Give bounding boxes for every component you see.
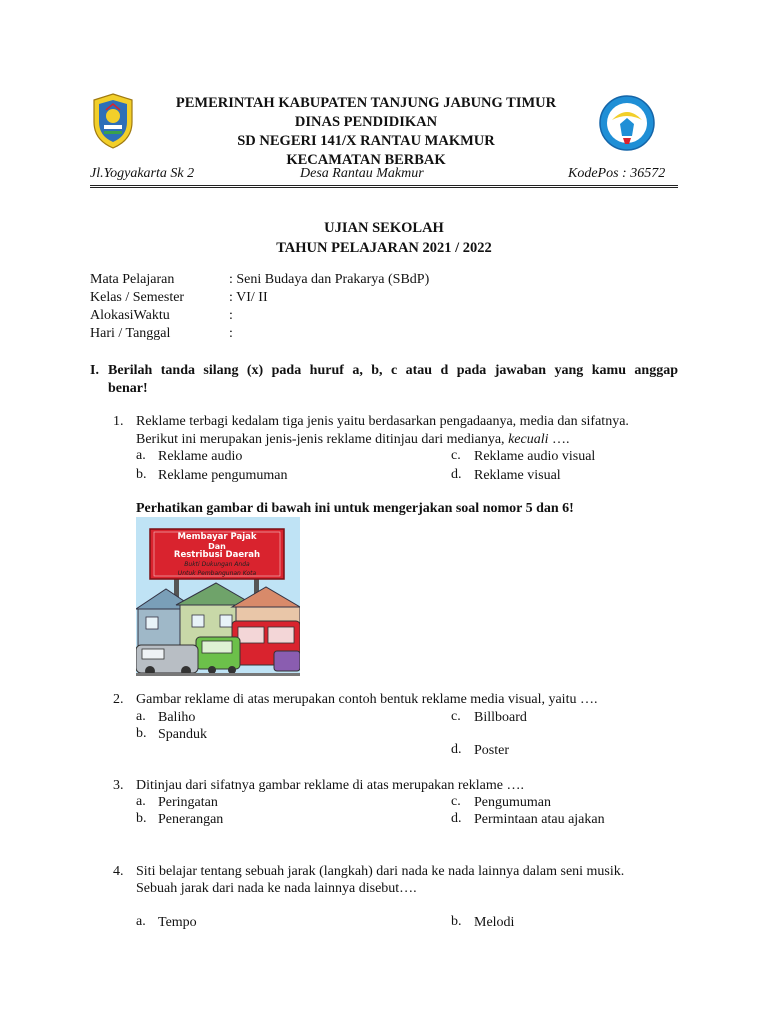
question-number: 4. (113, 864, 124, 879)
option-text: Poster (474, 743, 509, 758)
option-letter: c. (451, 448, 461, 463)
info-label: Kelas / Semester (90, 290, 185, 305)
option-text: Reklame pengumuman (158, 468, 288, 483)
exam-year: TAHUN PELAJARAN 2021 / 2022 (276, 240, 492, 256)
billboard-line: Restribusi Daerah (173, 550, 261, 560)
question-text: Sebuah jarak dari nada ke nada lainnya disebut…. (136, 881, 417, 896)
option-letter: b. (136, 467, 147, 482)
info-label: Mata Pelajaran (90, 272, 175, 287)
option-letter: d. (451, 811, 462, 826)
option-letter: c. (451, 709, 461, 724)
billboard-line: Untuk Pembangunan Kota (177, 570, 257, 577)
info-value: : (229, 308, 233, 323)
header-line: DINAS PENDIDIKAN (294, 114, 438, 130)
option-letter: b. (136, 811, 147, 826)
address-street: Jl.Yogyakarta Sk 2 (90, 166, 195, 181)
billboard-illustration (136, 517, 300, 676)
info-label: AlokasiWaktu (90, 308, 170, 323)
header-line: SD NEGERI 141/X RANTAU MAKMUR (237, 133, 495, 149)
option-text: Tempo (158, 915, 197, 930)
address-postcode: KodePos : 36572 (568, 166, 666, 181)
option-letter: b. (136, 726, 147, 741)
option-text: Pengumuman (474, 795, 551, 810)
billboard-text (150, 533, 284, 578)
option-letter: a. (136, 448, 146, 463)
billboard-line: Dan (208, 542, 226, 551)
question-text: Reklame terbagi kedalam tiga jenis yaitu berdasarkan pengadaanya, media dan sifatnya. (136, 414, 629, 429)
option-text: Billboard (474, 710, 527, 725)
option-text: Peringatan (158, 795, 218, 810)
option-text: Permintaan atau ajakan (474, 812, 605, 827)
question-text: Gambar reklame di atas merupakan contoh bentuk reklame media visual, yaitu …. (136, 692, 598, 707)
info-value: : Seni Budaya dan Prakarya (SBdP) (229, 272, 430, 287)
question-number: 3. (113, 778, 124, 793)
question-text: Siti belajar tentang sebuah jarak (langkah) dari nada ke nada lainnya dalam seni musik. (136, 864, 625, 879)
option-text: Baliho (158, 710, 196, 725)
billboard-line: Membayar Pajak (177, 532, 257, 542)
option-letter: d. (451, 742, 462, 757)
address-village: Desa Rantau Makmur (300, 166, 424, 181)
option-text: Reklame audio (158, 449, 243, 464)
question-emphasis: kecuali (508, 432, 549, 447)
section-number: I. (90, 363, 99, 378)
header-rule (90, 187, 678, 188)
option-letter: c. (451, 794, 461, 809)
exam-title-block (0, 220, 768, 257)
option-text: Reklame audio visual (474, 449, 596, 464)
option-text: Penerangan (158, 812, 224, 827)
question-text (136, 431, 569, 449)
option-text: Melodi (474, 915, 515, 930)
billboard-line: Bukti Dukungan Anda (184, 561, 250, 568)
exam-title: UJIAN SEKOLAH (324, 220, 444, 236)
question-text: Ditinjau dari sifatnya gambar reklame di atas merupakan reklame …. (136, 778, 524, 793)
info-value: : VI/ II (229, 290, 268, 305)
header-line: KECAMATAN BERBAK (286, 152, 446, 168)
section-instruction-line: Berilah tanda silang (x) pada huruf a, b, c atau d pada jawaban yang kamu anggap (108, 363, 678, 378)
question-number: 2. (113, 692, 124, 707)
option-letter: b. (451, 914, 462, 929)
question-text-part: Berikut ini merupakan jenis-jenis reklame ditinjau dari medianya, (136, 432, 509, 447)
picture-notice: Perhatikan gambar di bawah ini untuk mengerjakan soal nomor 5 dan 6! (136, 501, 574, 516)
header-rule (90, 185, 678, 186)
option-letter: a. (136, 914, 146, 929)
question-number: 1. (113, 414, 124, 429)
info-value: : (229, 326, 233, 341)
option-text: Spanduk (158, 727, 207, 742)
option-letter: a. (136, 709, 146, 724)
header-line: PEMERINTAH KABUPATEN TANJUNG JABUNG TIMUR (175, 95, 557, 111)
section-instruction-line: benar! (108, 381, 148, 396)
question-text-part: …. (548, 432, 570, 447)
option-letter: d. (451, 467, 462, 482)
letterhead (0, 94, 732, 170)
option-text: Reklame visual (474, 468, 561, 483)
info-label: Hari / Tanggal (90, 326, 171, 341)
option-letter: a. (136, 794, 146, 809)
